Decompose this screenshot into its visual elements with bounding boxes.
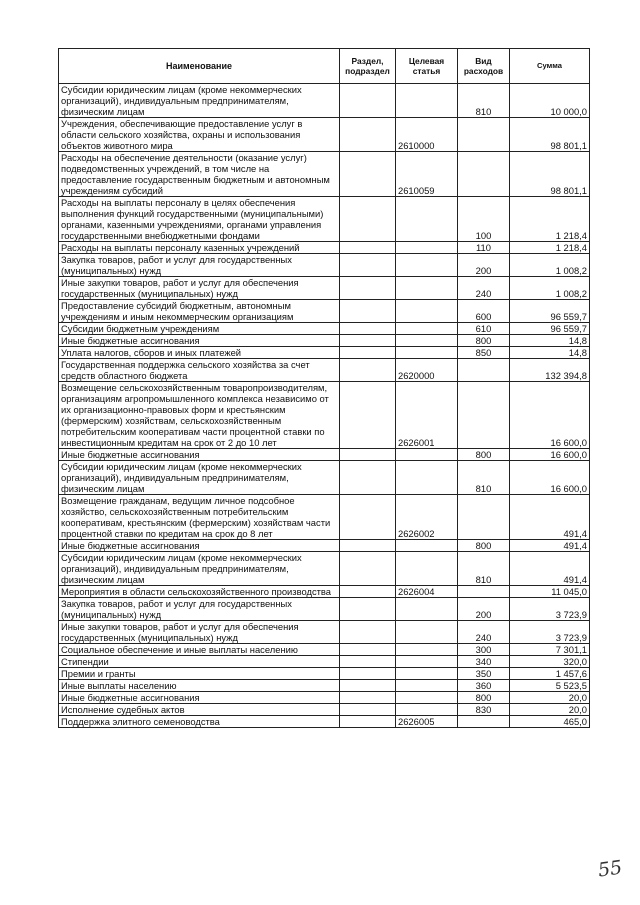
table-row xyxy=(59,347,590,359)
cell-type: 360 xyxy=(458,680,510,692)
cell-name: Стипендии xyxy=(59,656,340,668)
cell-sum: 3 723,9 xyxy=(510,598,590,621)
cell-type: 110 xyxy=(458,242,510,254)
cell-section xyxy=(340,323,396,335)
cell-section xyxy=(340,197,396,242)
cell-type: 800 xyxy=(458,540,510,552)
table-row xyxy=(59,621,590,644)
cell-name: Расходы на выплаты персоналу в целях обеспечения выполнения функций государственными (муниципальными) органами, казенными учреждениями, органами управления государственными внебюджетными фондами xyxy=(59,197,340,242)
cell-article xyxy=(396,242,458,254)
cell-section xyxy=(340,242,396,254)
cell-section xyxy=(340,152,396,197)
header-section: Раздел, подраздел xyxy=(340,49,396,84)
header-article: Целевая статья xyxy=(396,49,458,84)
cell-article xyxy=(396,540,458,552)
cell-section xyxy=(340,716,396,728)
cell-article xyxy=(396,84,458,118)
cell-type: 850 xyxy=(458,347,510,359)
cell-article xyxy=(396,335,458,347)
cell-article xyxy=(396,461,458,495)
cell-article xyxy=(396,449,458,461)
cell-sum: 98 801,1 xyxy=(510,152,590,197)
cell-type: 240 xyxy=(458,277,510,300)
cell-type: 240 xyxy=(458,621,510,644)
cell-type: 200 xyxy=(458,254,510,277)
cell-name: Государственная поддержка сельского хозяйства за счет средств областного бюджета xyxy=(59,359,340,382)
table-row xyxy=(59,152,590,197)
cell-sum: 10 000,0 xyxy=(510,84,590,118)
cell-name: Уплата налогов, сборов и иных платежей xyxy=(59,347,340,359)
table-row xyxy=(59,668,590,680)
cell-section xyxy=(340,540,396,552)
cell-type xyxy=(458,495,510,540)
cell-section xyxy=(340,254,396,277)
cell-article: 2626005 xyxy=(396,716,458,728)
cell-section xyxy=(340,449,396,461)
cell-article xyxy=(396,621,458,644)
cell-article xyxy=(396,552,458,586)
cell-type: 800 xyxy=(458,335,510,347)
cell-type: 610 xyxy=(458,323,510,335)
cell-section xyxy=(340,118,396,152)
cell-name: Исполнение судебных актов xyxy=(59,704,340,716)
cell-section xyxy=(340,586,396,598)
cell-sum: 98 801,1 xyxy=(510,118,590,152)
cell-section xyxy=(340,692,396,704)
cell-sum: 320,0 xyxy=(510,656,590,668)
table-row xyxy=(59,461,590,495)
cell-article: 2610000 xyxy=(396,118,458,152)
cell-sum: 1 218,4 xyxy=(510,197,590,242)
cell-sum: 11 045,0 xyxy=(510,586,590,598)
cell-sum: 3 723,9 xyxy=(510,621,590,644)
cell-type: 810 xyxy=(458,552,510,586)
cell-section xyxy=(340,704,396,716)
cell-section xyxy=(340,598,396,621)
cell-article: 2626001 xyxy=(396,382,458,449)
table-row xyxy=(59,449,590,461)
cell-type: 340 xyxy=(458,656,510,668)
cell-type: 810 xyxy=(458,84,510,118)
cell-section xyxy=(340,495,396,540)
cell-name: Премии и гранты xyxy=(59,668,340,680)
header-name: Наименование xyxy=(59,49,340,84)
table-row xyxy=(59,586,590,598)
table-row xyxy=(59,716,590,728)
cell-name: Расходы на выплаты персоналу казенных учреждений xyxy=(59,242,340,254)
cell-article xyxy=(396,347,458,359)
table-body xyxy=(59,84,590,728)
cell-article: 2610059 xyxy=(396,152,458,197)
cell-sum: 7 301,1 xyxy=(510,644,590,656)
cell-sum: 132 394,8 xyxy=(510,359,590,382)
cell-sum: 14,8 xyxy=(510,335,590,347)
cell-sum: 1 008,2 xyxy=(510,277,590,300)
cell-section xyxy=(340,335,396,347)
cell-article xyxy=(396,197,458,242)
cell-type: 200 xyxy=(458,598,510,621)
cell-name: Субсидии бюджетным учреждениям xyxy=(59,323,340,335)
cell-type xyxy=(458,586,510,598)
cell-article xyxy=(396,704,458,716)
cell-type xyxy=(458,716,510,728)
table-row xyxy=(59,382,590,449)
table-row xyxy=(59,197,590,242)
cell-article xyxy=(396,300,458,323)
cell-sum: 16 600,0 xyxy=(510,461,590,495)
cell-article xyxy=(396,277,458,300)
cell-name: Закупка товаров, работ и услуг для государственных (муниципальных) нужд xyxy=(59,598,340,621)
cell-name: Иные бюджетные ассигнования xyxy=(59,540,340,552)
table-row xyxy=(59,598,590,621)
cell-name: Иные закупки товаров, работ и услуг для обеспечения государственных (муниципальных) нужд xyxy=(59,621,340,644)
cell-name: Субсидии юридическим лицам (кроме некоммерческих организаций), индивидуальным предпринимателям, физическим лицам xyxy=(59,84,340,118)
cell-sum: 96 559,7 xyxy=(510,323,590,335)
cell-type: 600 xyxy=(458,300,510,323)
cell-section xyxy=(340,84,396,118)
cell-article xyxy=(396,680,458,692)
cell-name: Предоставление субсидий бюджетным, автономным учреждениям и иным некоммерческим организациям xyxy=(59,300,340,323)
cell-name: Иные выплаты населению xyxy=(59,680,340,692)
cell-name: Учреждения, обеспечивающие предоставление услуг в области сельского хозяйства, охраны и использования объектов животного мира xyxy=(59,118,340,152)
table-row xyxy=(59,335,590,347)
table-row xyxy=(59,680,590,692)
cell-section xyxy=(340,680,396,692)
table-row xyxy=(59,242,590,254)
cell-sum: 1 218,4 xyxy=(510,242,590,254)
table-row xyxy=(59,277,590,300)
cell-name: Возмещение гражданам, ведущим личное подсобное хозяйство, сельскохозяйственным потребительским кооперативам, крестьянским (фермерским) хозяйствам части процентной ставки по кредитам на срок до 8 лет xyxy=(59,495,340,540)
table-row xyxy=(59,84,590,118)
cell-sum: 14,8 xyxy=(510,347,590,359)
header-sum: Сумма xyxy=(510,49,590,84)
cell-type xyxy=(458,359,510,382)
page-number: 55 xyxy=(596,856,624,882)
cell-section xyxy=(340,359,396,382)
cell-name: Субсидии юридическим лицам (кроме некоммерческих организаций), индивидуальным предпринимателям, физическим лицам xyxy=(59,461,340,495)
cell-article xyxy=(396,254,458,277)
cell-type xyxy=(458,152,510,197)
cell-sum: 16 600,0 xyxy=(510,449,590,461)
cell-section xyxy=(340,621,396,644)
table-row xyxy=(59,254,590,277)
cell-type: 830 xyxy=(458,704,510,716)
cell-type xyxy=(458,382,510,449)
table-row xyxy=(59,656,590,668)
cell-sum: 491,4 xyxy=(510,495,590,540)
cell-article xyxy=(396,323,458,335)
cell-type: 800 xyxy=(458,449,510,461)
cell-name: Мероприятия в области сельскохозяйственного производства xyxy=(59,586,340,598)
cell-name: Иные закупки товаров, работ и услуг для обеспечения государственных (муниципальных) нужд xyxy=(59,277,340,300)
cell-section xyxy=(340,300,396,323)
cell-section xyxy=(340,668,396,680)
table-row xyxy=(59,552,590,586)
table-row xyxy=(59,644,590,656)
table-header-row xyxy=(59,49,590,84)
cell-type: 100 xyxy=(458,197,510,242)
cell-section xyxy=(340,277,396,300)
cell-section xyxy=(340,644,396,656)
cell-name: Поддержка элитного семеноводства xyxy=(59,716,340,728)
table-row xyxy=(59,704,590,716)
cell-name: Иные бюджетные ассигнования xyxy=(59,692,340,704)
cell-section xyxy=(340,552,396,586)
budget-table xyxy=(58,48,590,728)
budget-sheet xyxy=(58,48,589,728)
table-row xyxy=(59,359,590,382)
cell-section xyxy=(340,347,396,359)
cell-sum: 491,4 xyxy=(510,552,590,586)
cell-article xyxy=(396,668,458,680)
table-row xyxy=(59,495,590,540)
cell-sum: 1 457,6 xyxy=(510,668,590,680)
cell-sum: 5 523,5 xyxy=(510,680,590,692)
cell-name: Субсидии юридическим лицам (кроме некоммерческих организаций), индивидуальным предпринимателям, физическим лицам xyxy=(59,552,340,586)
table-row xyxy=(59,118,590,152)
cell-name: Расходы на обеспечение деятельности (оказание услуг) подведомственных учреждений, в том числе на предоставление государственным бюджетным и автономным учреждениям субсидий xyxy=(59,152,340,197)
cell-name: Иные бюджетные ассигнования xyxy=(59,449,340,461)
cell-sum: 16 600,0 xyxy=(510,382,590,449)
cell-sum: 1 008,2 xyxy=(510,254,590,277)
cell-article xyxy=(396,598,458,621)
cell-name: Закупка товаров, работ и услуг для государственных (муниципальных) нужд xyxy=(59,254,340,277)
cell-sum: 20,0 xyxy=(510,692,590,704)
cell-name: Иные бюджетные ассигнования xyxy=(59,335,340,347)
table-row xyxy=(59,323,590,335)
header-type: Вид расходов xyxy=(458,49,510,84)
table-row xyxy=(59,692,590,704)
cell-article: 2626004 xyxy=(396,586,458,598)
cell-article: 2626002 xyxy=(396,495,458,540)
cell-article xyxy=(396,644,458,656)
cell-name: Социальное обеспечение и иные выплаты населению xyxy=(59,644,340,656)
table-row xyxy=(59,300,590,323)
cell-article: 2620000 xyxy=(396,359,458,382)
cell-type xyxy=(458,118,510,152)
cell-sum: 20,0 xyxy=(510,704,590,716)
cell-name: Возмещение сельскохозяйственным товаропроизводителям, организациям агропромышленного комплекса независимо от их организационно-правовых форм и крестьянским (фермерским) хозяйствам, сельскохозяйственным потребительским кооперативам части процентной ставки по инвестиционным кредитам на срок от 2 до 10 лет xyxy=(59,382,340,449)
cell-type: 800 xyxy=(458,692,510,704)
cell-article xyxy=(396,656,458,668)
cell-type: 300 xyxy=(458,644,510,656)
cell-sum: 96 559,7 xyxy=(510,300,590,323)
cell-section xyxy=(340,461,396,495)
cell-section xyxy=(340,656,396,668)
cell-sum: 465,0 xyxy=(510,716,590,728)
cell-article xyxy=(396,692,458,704)
cell-sum: 491,4 xyxy=(510,540,590,552)
cell-section xyxy=(340,382,396,449)
cell-type: 810 xyxy=(458,461,510,495)
cell-type: 350 xyxy=(458,668,510,680)
table-row xyxy=(59,540,590,552)
